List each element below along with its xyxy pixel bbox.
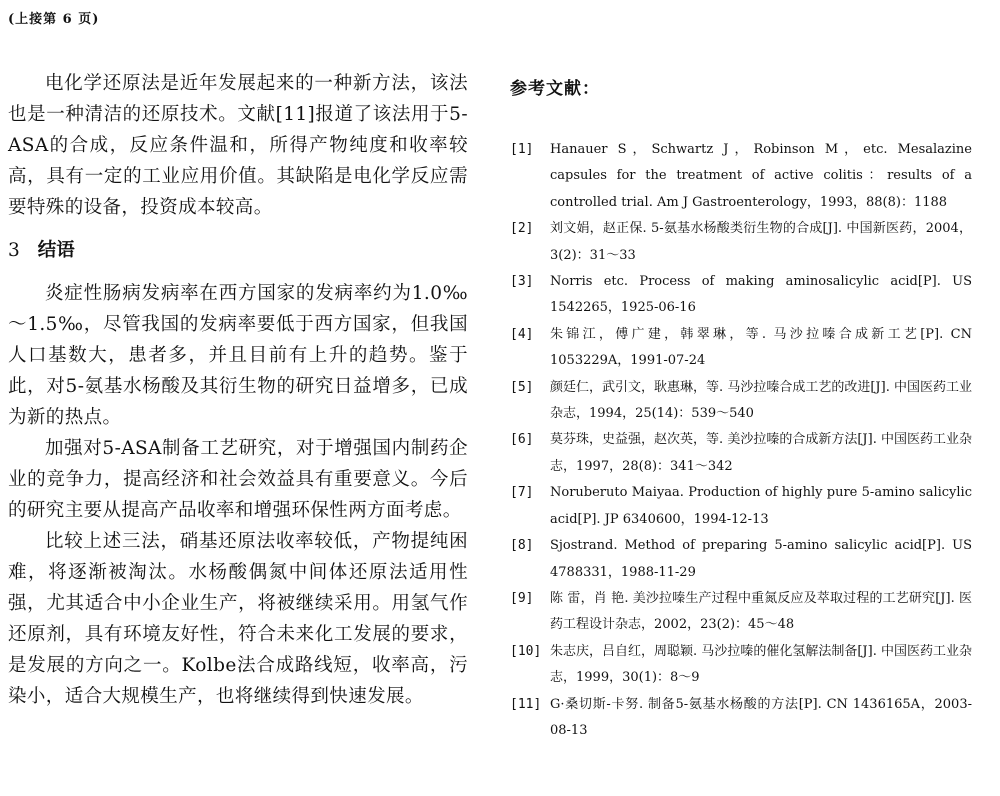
reference-number: [4]: [510, 326, 534, 342]
paragraph-electrochemical: 电化学还原法是近年发展起来的一种新方法，该法也是一种清洁的还原技术。文献[11]报道了该法用于5-ASA的合成，反应条件温和，所得产物纯度和收率较高，具有一定的工业应用价值。其缺陷是电化学反应需要特殊的设备，投资成本较高。: [8, 73, 468, 218]
reference-text: Hanauer S，Schwartz J，Robinson M，etc. Mesalazine capsules for the treatment of active colitis：results of a controlled trial. Am J Gastroenterology，1993，88(8)：1188: [550, 142, 972, 210]
reference-text: Sjostrand. Method of preparing 5-amino salicylic acid[P]. US 4788331，1988-11-29: [550, 538, 972, 580]
reference-number: [8]: [510, 538, 534, 554]
section-title: 结语: [37, 240, 75, 261]
reference-text: Norris etc. Process of making aminosalicylic acid[P]. US 1542265，1925-06-16: [550, 274, 972, 316]
reference-number: [2]: [510, 221, 534, 237]
reference-item: [510, 216, 972, 269]
reference-item: [510, 375, 972, 428]
reference-number: [6]: [510, 432, 534, 448]
reference-number: [1]: [510, 142, 534, 157]
reference-text: Noruberuto Maiyaa. Production of highly pure 5-amino salicylic acid[P]. JP 6340600，1994-12-13: [550, 485, 972, 527]
reference-item: [510, 480, 972, 533]
reference-number: [10]: [510, 643, 542, 659]
reference-text: 朱锦江，傅广建，韩翠琳，等. 马沙拉嗪合成新工艺[P]. CN 1053229A，1991-07-24: [550, 326, 972, 369]
reference-item: [510, 639, 972, 692]
reference-text: 陈 雷，肖 艳. 美沙拉嗪生产过程中重氮反应及萃取过程的工艺研究[J]. 医药工程设计杂志，2002，23(2)：45～48: [550, 590, 972, 633]
reference-number: [9]: [510, 590, 534, 606]
reference-text: 莫芬珠，史益强，赵次英，等. 美沙拉嗪的合成新方法[J]. 中国医药工业杂志，1997，28(8)：341～342: [550, 432, 972, 474]
reference-item: [510, 322, 972, 375]
continued-from-note: (上接第 6 页): [8, 12, 100, 27]
reference-number: [7]: [510, 485, 534, 501]
paragraph-comparison: 比较上述三法，硝基还原法收率较低，产物提纯困难，将逐渐被淘汰。水杨酸偶氮中间体还原法适用性强，尤其适合中小企业生产，将被继续采用。用氢气作还原剂，具有环境友好性，符合未来化工发展的要求，是发展的方向之一。Kolbe法合成路线短，收率高，污染小，适合大规模生产，也将继续得到快速发展。: [8, 531, 468, 707]
references-title: 参考文献：: [510, 79, 600, 99]
reference-text: 刘文娟，赵正保. 5-氨基水杨酸类衍生物的合成[J]. 中国新医药，2004，3(2)：31～33: [550, 221, 972, 263]
reference-item: [510, 269, 972, 322]
reference-number: [3]: [510, 274, 534, 290]
references-list: [510, 137, 972, 744]
paragraph-incidence: 炎症性肠病发病率在西方国家的发病率约为1.0‰～1.5‰，尽管我国的发病率要低于西方国家，但我国人口基数大，患者多，并且目前有上升的趋势。鉴于此，对5-氨基水杨酸及其衍生物的研究日益增多，已成为新的热点。: [8, 283, 468, 428]
reference-item: [510, 533, 972, 586]
reference-text: G·桑切斯-卡努. 制备5-氨基水杨酸的方法[P]. CN 1436165A，2003-08-13: [550, 696, 972, 738]
reference-number: [5]: [510, 379, 534, 395]
reference-item: [510, 427, 972, 480]
references-column: [510, 74, 972, 744]
paragraph-research: 加强对5-ASA制备工艺研究，对于增强国内制药企业的竞争力，提高经济和社会效益具有重要意义。今后的研究主要从提高产品收率和增强环保性两方面考虑。: [8, 438, 468, 521]
section-heading-conclusion: [8, 235, 468, 266]
reference-number: [11]: [510, 696, 542, 712]
reference-item: [510, 137, 972, 216]
reference-item: [510, 586, 972, 639]
reference-text: 颜廷仁，武引文，耿惠琳，等. 马沙拉嗪合成工艺的改进[J]. 中国医药工业杂志，1994，25(14)：539～540: [550, 379, 972, 422]
body-text-column: [8, 68, 468, 712]
reference-item: [510, 692, 972, 745]
reference-text: 朱志庆，吕自红，周聪颖. 马沙拉嗪的催化氢解法制备[J]. 中国医药工业杂志，1999，30(1)：8～9: [550, 643, 972, 686]
section-number: 3: [8, 240, 20, 261]
